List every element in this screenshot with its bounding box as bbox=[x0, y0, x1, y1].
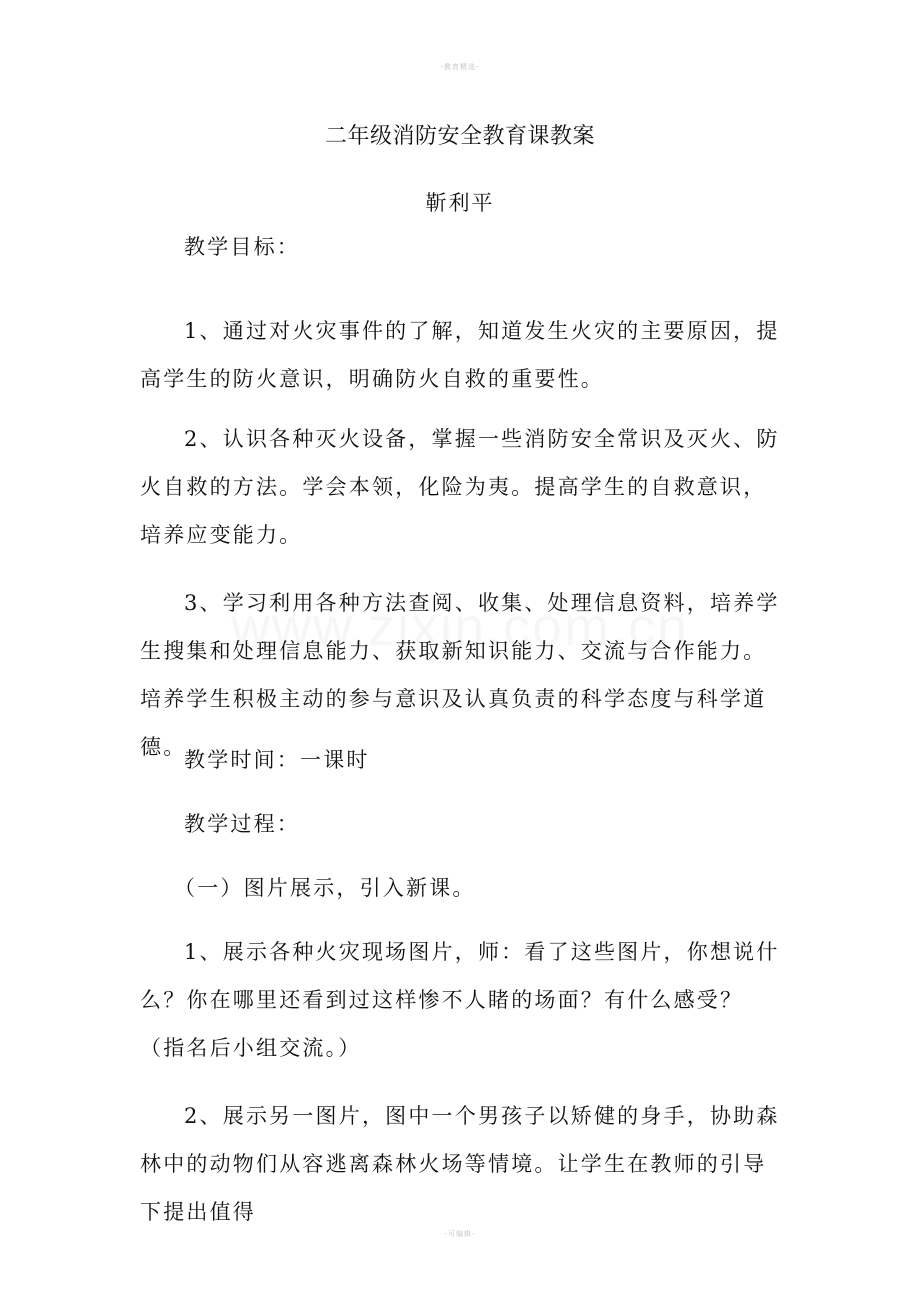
document-title: 二年级消防安全教育课教案 bbox=[324, 124, 595, 149]
objective-paragraph-2: 2、认识各种灭火设备，掌握一些消防安全常识及灭火、防火自救的方法。学会本领，化险为夷。提高学生的自救意识，培养应变能力。 bbox=[140, 427, 780, 547]
author-name: 靳利平 bbox=[425, 191, 495, 215]
section-heading-objectives: 教学目标： bbox=[184, 235, 300, 259]
process-paragraph-1: 1、展示各种火灾现场图片，师：看了这些图片，你想说什么？你在哪里还看到过这样惨不人睹的场面？有什么感受？（指名后小组交流。） bbox=[140, 940, 780, 1060]
objective-paragraph-3: 3、学习利用各种方法查阅、收集、处理信息资料，培养学生搜集和处理信息能力、获取新知识能力、交流与合作能力。培养学生积极主动的参与意识及认真负责的科学态度与科学道德。 bbox=[140, 591, 780, 759]
footer-mark: -可编辑- bbox=[444, 1230, 476, 1238]
header-mark: -教育精选- bbox=[440, 63, 480, 71]
process-paragraph-2: 2、展示另一图片，图中一个男孩子以矫健的身手，协助森林中的动物们从容逃离森林火场等情境。让学生在教师的引导下提出值得 bbox=[140, 1104, 780, 1224]
objective-paragraph-1: 1、通过对火灾事件的了解，知道发生火灾的主要原因，提高学生的防火意识，明确防火自救的重要性。 bbox=[140, 319, 780, 391]
teaching-time: 教学时间：一课时 bbox=[184, 748, 370, 772]
section-heading-process: 教学过程： bbox=[184, 812, 300, 836]
process-step-heading: （一）图片展示，引入新课。 bbox=[174, 876, 476, 900]
